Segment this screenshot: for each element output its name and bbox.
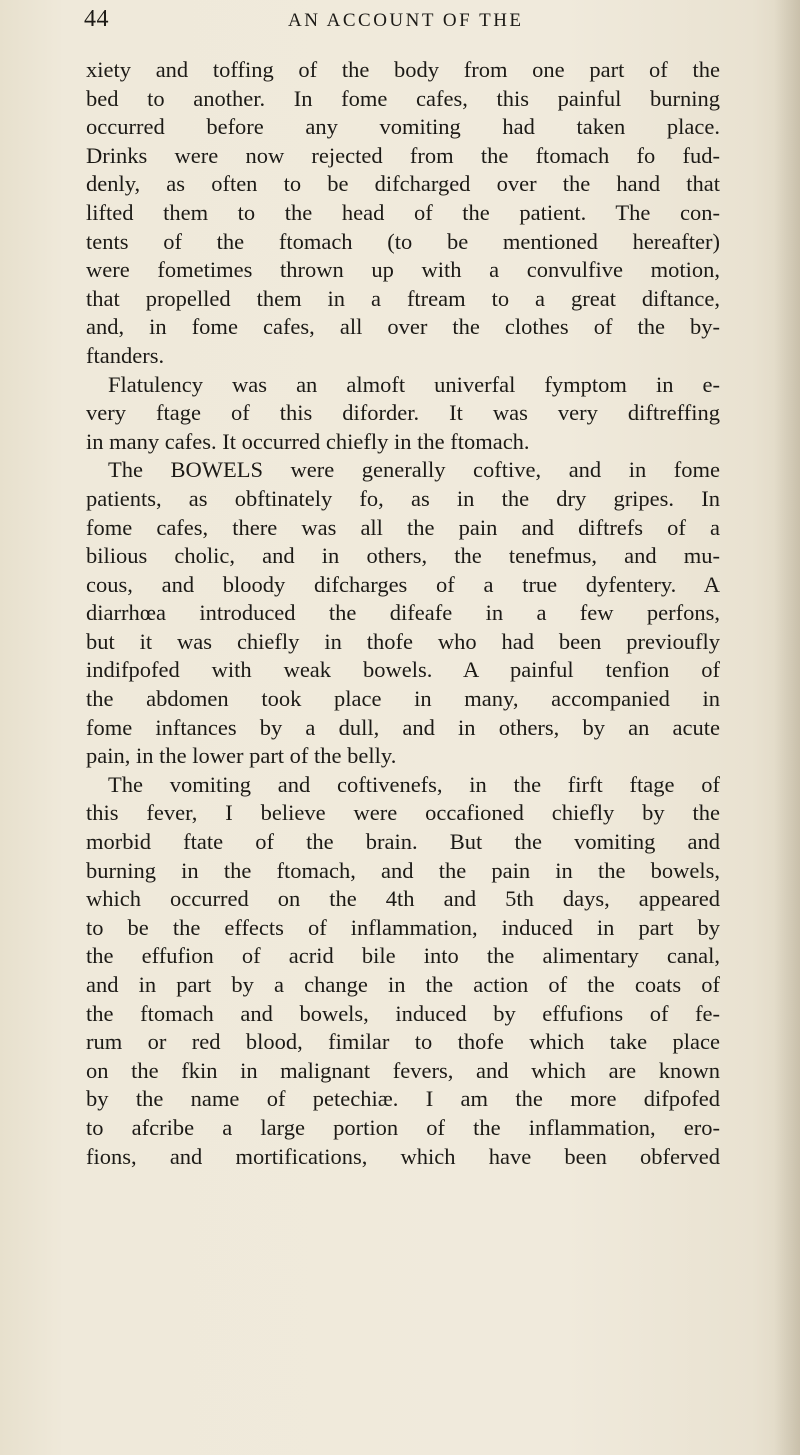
body-text	[86, 56, 720, 1171]
text-line: diarrhœa introduced the difeafe in a few perfons,	[86, 600, 720, 626]
text-line: this fever, I believe were occafioned chiefly by the	[86, 800, 720, 826]
text-line: bilious cholic, and in others, the tenefmus, and mu-	[86, 543, 720, 569]
text-line: denly, as often to be difcharged over the hand that	[86, 171, 720, 197]
text-line: in many cafes. It occurred chiefly in the ftomach.	[86, 428, 530, 454]
text-line: were fometimes thrown up with a convulfive motion,	[86, 257, 720, 283]
text-line: the abdomen took place in many, accompanied in	[86, 686, 720, 712]
running-head: AN ACCOUNT OF THE	[288, 10, 524, 31]
text-line: rum or red blood, fimilar to thofe which take place	[86, 1029, 720, 1055]
text-line: lifted them to the head of the patient. The con-	[86, 199, 720, 225]
text-line: that propelled them in a ftream to a great diftance,	[86, 285, 720, 311]
page-number: 44	[84, 6, 109, 32]
text-line: to be the effects of inflammation, induced in part by	[86, 914, 720, 940]
text-line: and in part by a change in the action of the coats of	[86, 972, 720, 997]
text-line: tents of the ftomach (to be mentioned hereafter)	[86, 228, 720, 254]
text-line: to afcribe a large portion of the inflammation, ero-	[86, 1114, 720, 1140]
text-line: fions, and mortifications, which have been obferved	[86, 1143, 720, 1169]
text-line: ftanders.	[86, 342, 165, 368]
text-line: Flatulency was an almoft univerfal fymptom in e-	[108, 371, 720, 397]
text-line: but it was chiefly in thofe who had been previoufly	[86, 628, 720, 654]
text-line: pain, in the lower part of the belly.	[86, 743, 397, 769]
text-line: Drinks were now rejected from the ftomach fo fud-	[86, 142, 720, 168]
text-line: very ftage of this diforder. It was very diftreffing	[86, 400, 720, 426]
text-line: on the fkin in malignant fevers, and which are known	[86, 1057, 720, 1083]
text-line: the ftomach and bowels, induced by effufions of fe-	[86, 1000, 720, 1026]
text-line: xiety and toffing of the body from one part of the	[86, 57, 720, 82]
text-line: The BOWELS were generally coftive, and in fome	[108, 457, 720, 483]
text-line: patients, as obftinately fo, as in the dry gripes. In	[86, 485, 720, 511]
page-edge-shadow	[774, 0, 800, 1455]
text-line: which occurred on the 4th and 5th days, appeared	[86, 886, 720, 912]
text-line: cous, and bloody difcharges of a true dyfentery. A	[86, 571, 720, 597]
text-line: occurred before any vomiting had taken place.	[86, 114, 720, 140]
text-line: indifpofed with weak bowels. A painful tenfion of	[86, 657, 720, 683]
text-line: burning in the ftomach, and the pain in the bowels,	[86, 857, 720, 883]
text-line: fome cafes, there was all the pain and diftrefs of a	[86, 514, 720, 540]
text-line: fome inftances by a dull, and in others, by an acute	[86, 714, 720, 740]
text-line: the effufion of acrid bile into the alimentary canal,	[86, 943, 720, 969]
text-line: bed to another. In fome cafes, this painful burning	[86, 85, 720, 111]
text-line: by the name of petechiæ. I am the more difpofed	[86, 1086, 720, 1112]
text-line: The vomiting and coftivenefs, in the firft ftage of	[108, 771, 720, 797]
text-line: morbid ftate of the brain. But the vomiting and	[86, 829, 720, 855]
text-line: and, in fome cafes, all over the clothes of the by-	[86, 314, 720, 340]
page-header	[84, 4, 724, 48]
